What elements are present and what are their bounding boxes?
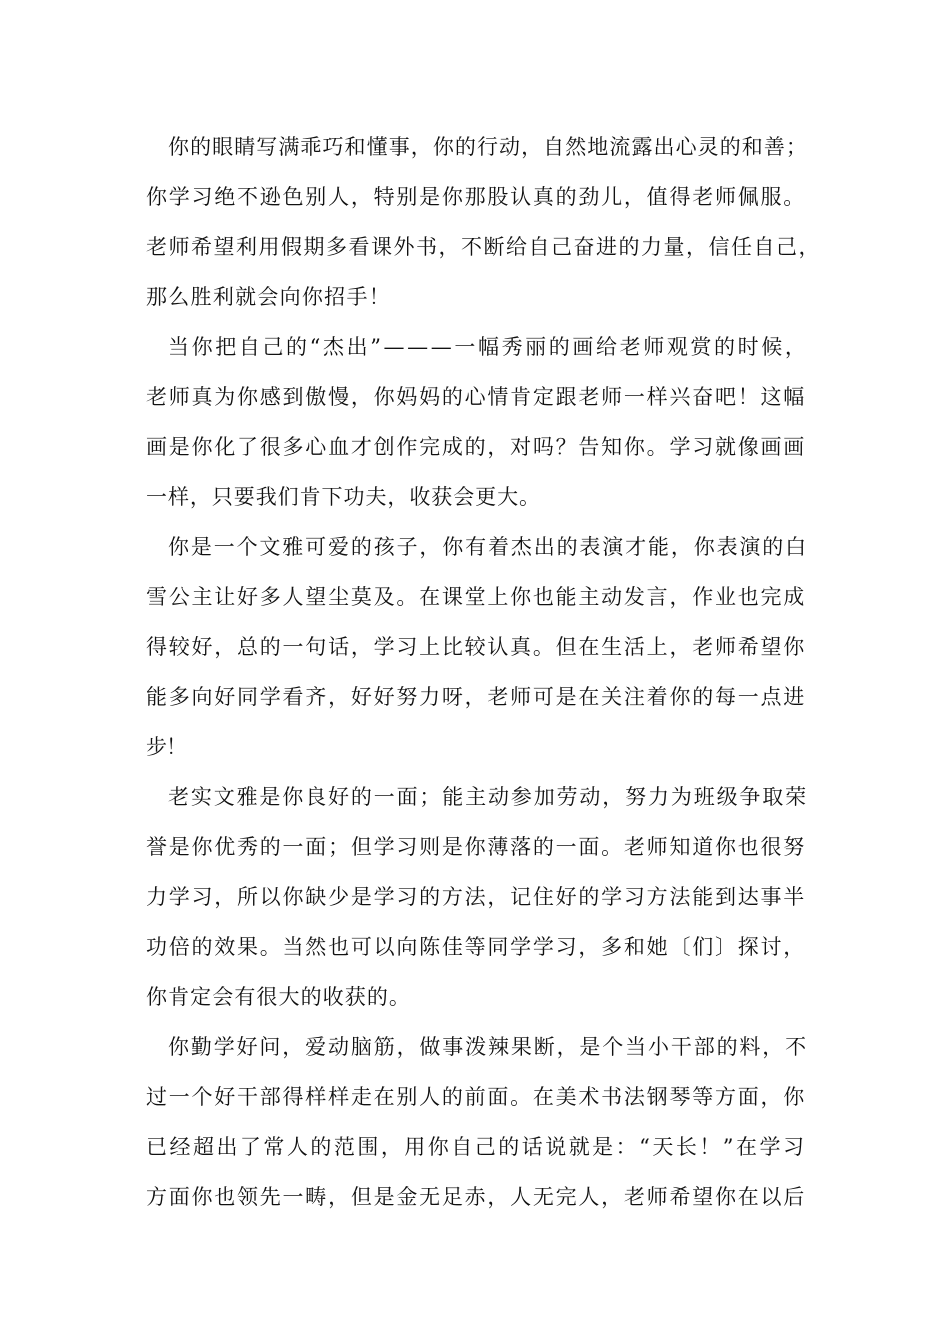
paragraph-5-line-4: 方面你也领先一畴，但是金无足赤，人无完人，老师希望你在以后 [146, 1185, 806, 1209]
paragraph-2-line-3: 画是你化了很多心血才创作完成的，对吗？告知你。学习就像画画 [146, 435, 806, 459]
paragraph-5-line-1: 你勤学好问，爱动脑筋，做事泼辣果断，是个当小干部的料，不 [168, 1035, 808, 1059]
paragraph-3-line-2: 雪公主让好多人望尘莫及。在课堂上你也能主动发言，作业也完成 [146, 585, 806, 609]
paragraph-3-line-4: 能多向好同学看齐，好好努力呀，老师可是在关注着你的每一点进 [146, 685, 806, 709]
paragraph-2-line-4: 一样，只要我们肯下功夫，收获会更大。 [146, 485, 541, 509]
paragraph-2-line-2: 老师真为你感到傲慢，你妈妈的心情肯定跟老师一样兴奋吧！这幅 [146, 385, 806, 409]
paragraph-3-line-1: 你是一个文雅可爱的孩子，你有着杰出的表演才能，你表演的白 [168, 535, 808, 559]
paragraph-4-line-4: 功倍的效果。当然也可以向陈佳等同学学习，多和她〔们〕探讨， [146, 935, 806, 959]
paragraph-5-line-3: 已经超出了常人的范围，用你自己的话说就是：“天长！”在学习 [146, 1135, 807, 1159]
paragraph-5-line-2: 过一个好干部得样样走在别人的前面。在美术书法钢琴等方面，你 [146, 1085, 806, 1109]
paragraph-1-line-4: 那么胜利就会向你招手！ [146, 285, 391, 309]
paragraph-2-line-1: 当你把自己的“杰出”———一幅秀丽的画给老师观赏的时候， [168, 335, 809, 359]
paragraph-1-line-2: 你学习绝不逊色别人，特别是你那股认真的劲儿，值得老师佩服。 [146, 185, 806, 209]
paragraph-4-line-2: 誉是你优秀的一面；但学习则是你薄落的一面。老师知道你也很努 [146, 835, 806, 859]
paragraph-4-line-3: 力学习，所以你缺少是学习的方法，记住好的学习方法能到达事半 [146, 885, 806, 909]
paragraph-1-line-1: 你的眼睛写满乖巧和懂事，你的行动，自然地流露出心灵的和善； [168, 135, 808, 159]
paragraph-1-line-3: 老师希望利用假期多看课外书，不断给自己奋进的力量，信任自己， [146, 235, 821, 259]
paragraph-4-line-1: 老实文雅是你良好的一面；能主动参加劳动，努力为班级争取荣 [168, 785, 808, 809]
paragraph-3-line-3: 得较好，总的一句话，学习上比较认真。但在生活上，老师希望你 [146, 635, 806, 659]
paragraph-4-line-5: 你肯定会有很大的收获的。 [146, 985, 411, 1009]
paragraph-3-line-5: 步！ [146, 735, 186, 759]
